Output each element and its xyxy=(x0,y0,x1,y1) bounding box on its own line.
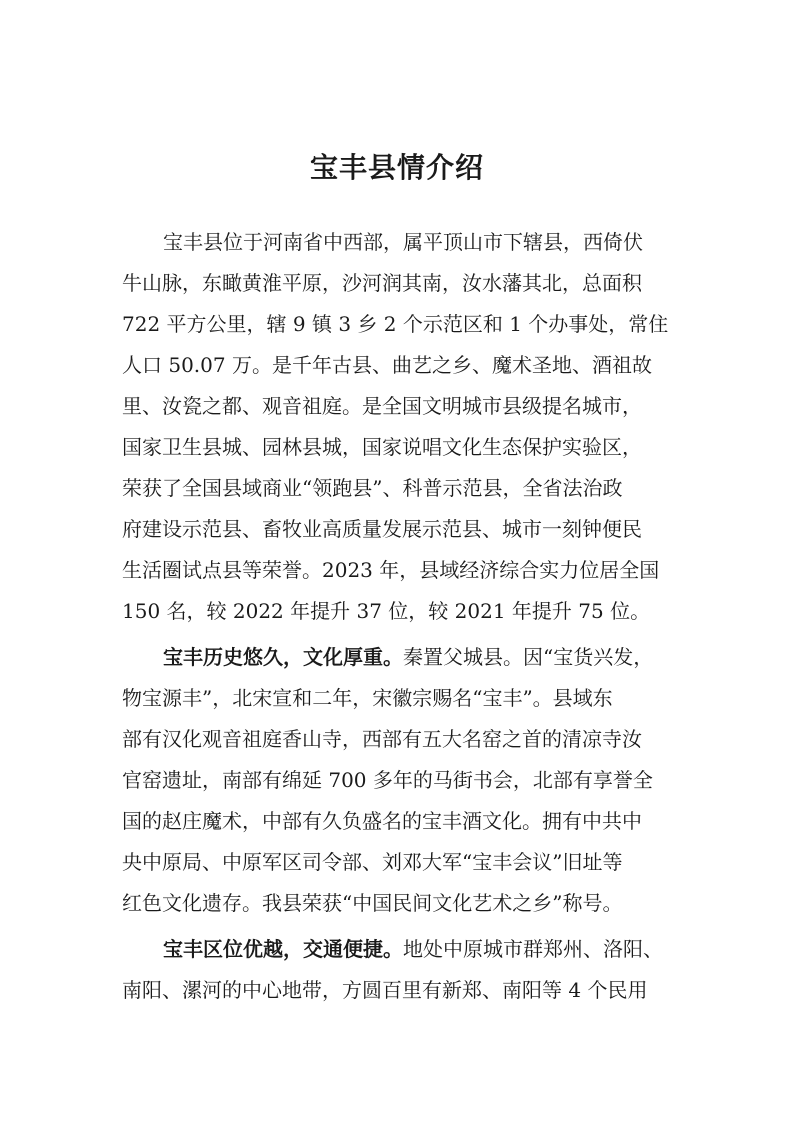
paragraph-1-line-2: 牛山脉，东瞰黄淮平原，沙河润其南，汝水藩其北，总面积 xyxy=(122,271,642,295)
paragraph-2-line-5: 国的赵庄魔术，中部有久负盛名的宝丰酒文化。拥有中共中 xyxy=(122,809,642,833)
paragraph-2-lead: 宝丰历史悠久，文化厚重。 xyxy=(163,645,403,669)
paragraph-2-line-4: 官窑遗址，南部有绵延 700 多年的马街书会，北部有享誉全 xyxy=(122,768,653,792)
paragraph-2-line-1 xyxy=(163,643,653,671)
paragraph-1-line-1: 宝丰县位于河南省中西部，属平顶山市下辖县，西倚伏 xyxy=(163,230,643,254)
paragraph-3-line-2: 南阳、漯河的中心地带，方圆百里有新郑、南阳等 4 个民用 xyxy=(122,978,648,1002)
paragraph-1-line-6: 国家卫生县城、园林县城，国家说唱文化生态保护实验区， xyxy=(122,435,642,459)
paragraph-1-line-4: 人口 50.07 万。是千年古县、曲艺之乡、魔术圣地、酒祖故 xyxy=(122,353,652,377)
paragraph-3-line-1 xyxy=(163,935,663,963)
page-title: 宝丰县情介绍 xyxy=(309,151,484,184)
paragraph-1-line-5: 里、汝瓷之都、观音祖庭。是全国文明城市县级提名城市， xyxy=(122,394,642,418)
paragraph-1-line-8: 府建设示范县、畜牧业高质量发展示范县、城市一刻钟便民 xyxy=(122,517,642,541)
paragraph-2-line-3: 部有汉化观音祖庭香山寺，西部有五大名窑之首的清凉寺汝 xyxy=(122,727,642,751)
paragraph-3-first-line-rest: 地处中原城市群郑州、洛阳、 xyxy=(403,937,663,961)
paragraph-1-line-3: 722 平方公里，辖 9 镇 3 乡 2 个示范区和 1 个办事处，常住 xyxy=(122,312,669,336)
paragraph-2-line-2: 物宝源丰”，北宋宣和二年，宋徽宗赐名“宝丰”。县域东 xyxy=(122,686,613,710)
paragraph-1-line-7: 荣获了全国县域商业“领跑县”、科普示范县，全省法治政 xyxy=(122,476,623,500)
paragraph-1-line-9: 生活圈试点县等荣誉。2023 年，县域经济综合实力位居全国 xyxy=(122,558,660,582)
paragraph-1-line-10: 150 名，较 2022 年提升 37 位，较 2021 年提升 75 位。 xyxy=(122,599,651,623)
paragraph-3-lead: 宝丰区位优越，交通便捷。 xyxy=(163,937,403,961)
paragraph-2-line-6: 央中原局、中原军区司令部、刘邓大军“宝丰会议”旧址等 xyxy=(122,850,623,874)
paragraph-2-line-7: 红色文化遗存。我县荣获“中国民间文化艺术之乡”称号。 xyxy=(122,891,623,915)
paragraph-2-first-line-rest: 秦置父城县。因“宝货兴发， xyxy=(403,645,654,669)
